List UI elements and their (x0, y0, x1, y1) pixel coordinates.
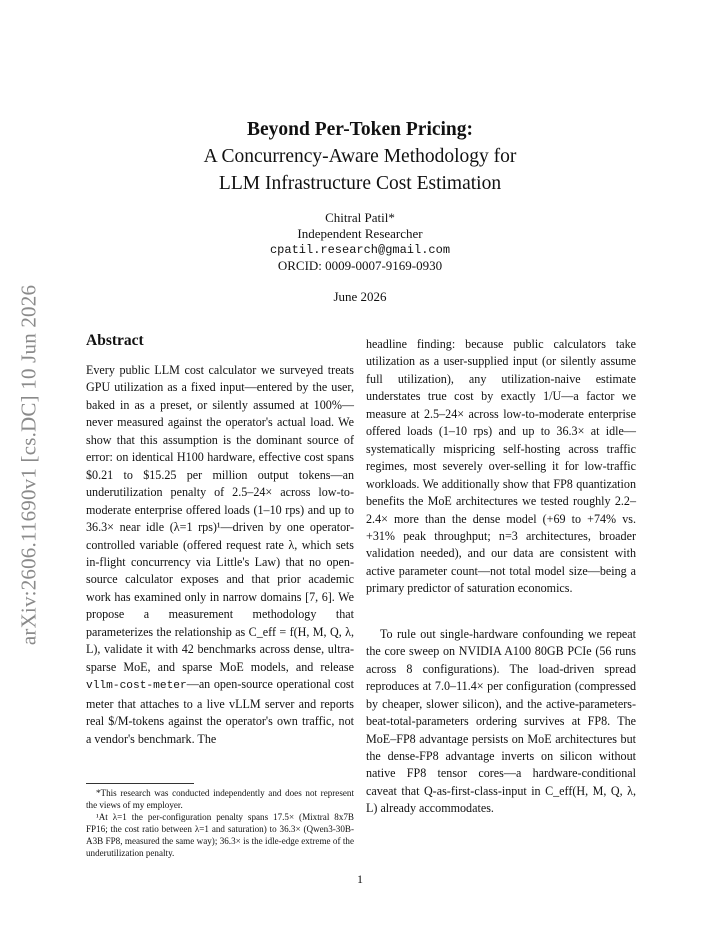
abstract-paragraph-1 (86, 362, 354, 748)
right-column (366, 336, 636, 818)
abstract-paragraph-3: To rule out single-hardware confounding we repeat the core sweep on NVIDIA A100 80GB PCIe (56 runs across 8 configurations). The load-driven spread reproduces at 7.0–11.4× per configuration (compressed by cheaper, slower silicon), and the active-parameters-beat-total-parameters ordering survives at FP8. The MoE–FP8 advantage persists on MoE architectures but the dense-FP8 advantage inverts on silicon without native FP8 tensor cores—a hardware-conditional caveat that Q-as-first-class-input in C_eff(H, M, Q, λ, L) already accommodates. (366, 626, 636, 816)
abstract-paragraph-2: headline finding: because public calculators take utilization as a user-supplied input (or silently assume full utilization), any utilization-naive estimate understates true cost by exactly 1/U—a factor we measure at 2.5–24× across low-to-moderate enterprise offered loads (1–10 rps) and up to 36.3× at idle—systematically mispricing self-hosting across traffic regimes, most severely over-selling it for low-traffic workloads. We additionally show that FP8 quantization benefits the MoE architectures we tested roughly 2.2–2.4× more than the dense model (+69 to +74% vs. +31% peak throughput; n=3 architectures, broader validation needed), and our data are consistent with active parameter count—not total model size—being a primary predictor of saturation economics. (366, 337, 636, 596)
paper-subtitle-line-2: LLM Infrastructure Cost Estimation (218, 173, 502, 194)
paper-title: Beyond Per-Token Pricing: (246, 119, 474, 140)
abstract-paragraph-1-tail: —an open-source operational cost meter that attaches to a live vLLM server and reports real $/M-tokens against the operator's own traffic, not a vendor's benchmark. The (86, 677, 354, 746)
author-email: cpatil.research@gmail.com (269, 243, 451, 257)
publication-date: June 2026 (333, 289, 387, 304)
abstract-paragraph-1-text: Every public LLM cost calculator we surveyed treats GPU utilization as a fixed input—entered by the user, baked in as a preset, or silently assumed at 100%—never measured against the operator's actual load. We show that this assumption is the dominant source of error: on identical H100 hardware, effective cost spans $0.21 to $15.25 per million output tokens—an underutilization penalty of 2.5–24× across low-to-moderate enterprise offered loads (1–10 rps) and up to 36.3× near idle (λ=1 rps)¹—driven by one operator-controlled variable (offered request rate λ, which sets in-flight concurrency via Little's Law) that no open-source calculator exposes and that prior academic work has examined only in narrow domains [7, 6]. We propose a measurement methodology that parameterizes the relationship as C_eff = f(H, M, Q, λ, L), validate it with 42 benchmarks across dense, ultra-sparse MoE, and sparse MoE models, and release (86, 363, 354, 674)
author-name: Chitral Patil* (325, 210, 395, 225)
author-orcid: ORCID: 0009-0007-9169-0930 (277, 258, 443, 273)
author-affiliation: Independent Researcher (297, 226, 423, 241)
footnotes (86, 788, 354, 859)
abstract-heading: Abstract (86, 332, 144, 349)
title-block (150, 116, 570, 197)
footnote-star: *This research was conducted independently and does not represent the views of my employer. (86, 788, 354, 810)
footnote-one: ¹At λ=1 the per-configuration penalty spans 17.5× (Mixtral 8x7B FP16; the cost ratio between λ=1 and saturation) to 36.3× (Qwen3-30B-A3B FP8, measured the same way); 36.3× is the idle-edge extreme of the underutilization penalty. (86, 811, 354, 858)
page-number: 1 (357, 872, 363, 886)
arxiv-identifier: arXiv:2606.11690v1 [cs.DC] 10 Jun 2026 (16, 284, 41, 646)
author-block (200, 210, 520, 274)
left-column (86, 330, 354, 748)
footnote-rule (86, 783, 194, 784)
paper-subtitle-line-1: A Concurrency-Aware Methodology for (203, 146, 517, 167)
tool-name: vllm-cost-meter (86, 680, 187, 693)
arxiv-sidebar (12, 250, 46, 680)
